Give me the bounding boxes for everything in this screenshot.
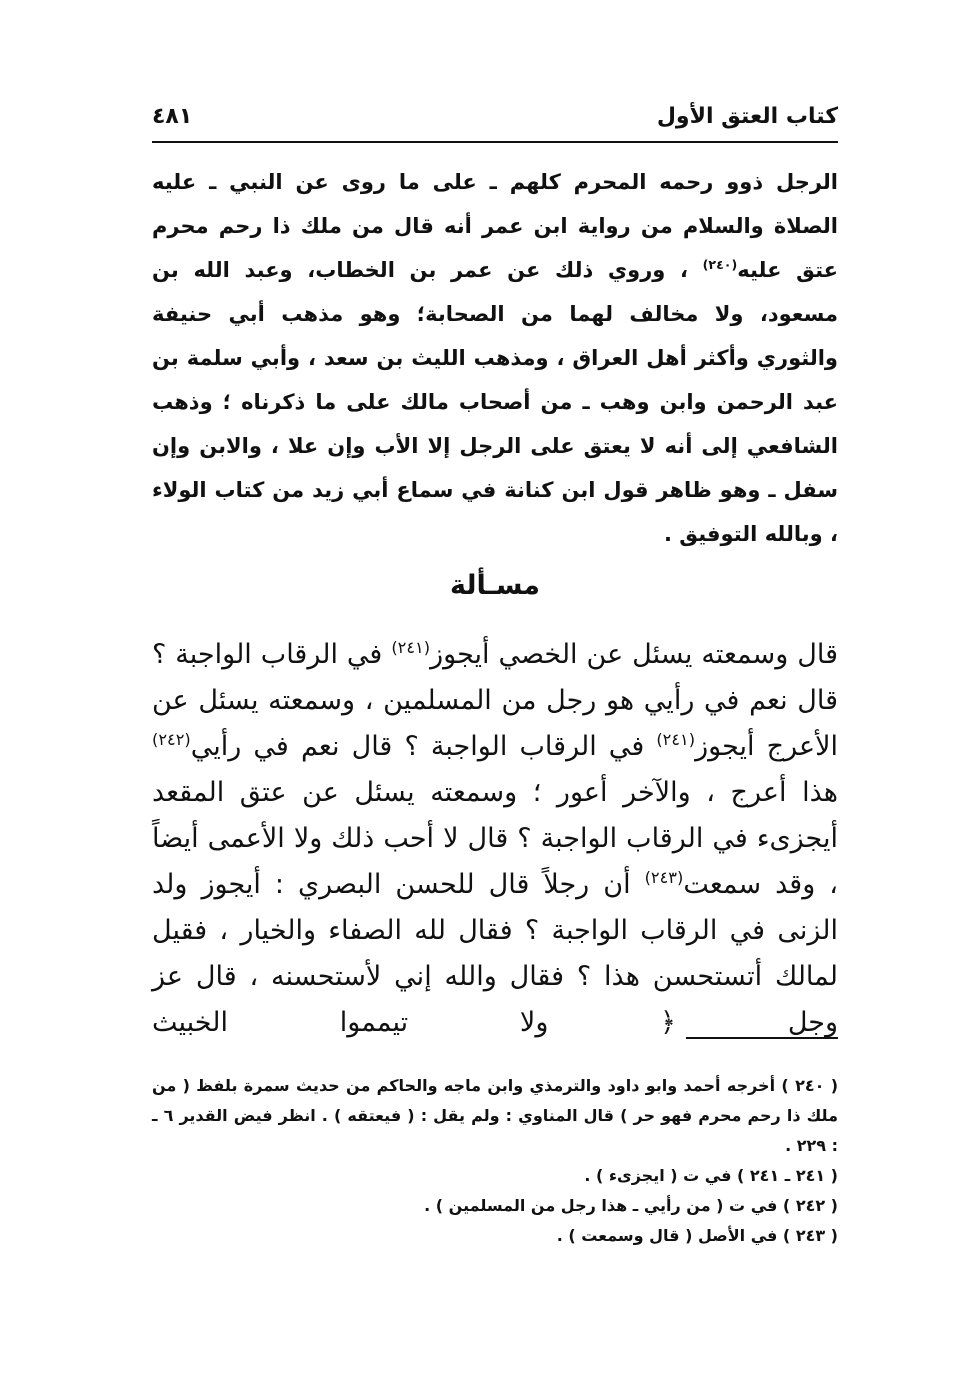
footnote-ref-243: (٢٤٣) (644, 868, 684, 887)
footnote-ref-242: (٢٤٢) (152, 730, 191, 749)
footnote-divider (686, 1037, 838, 1039)
footnote-243: ( ٢٤٣ ) في الأصل ( قال وسمعت ) . (556, 1226, 838, 1245)
section-heading: مسـألة (449, 570, 541, 601)
footnote-ref-240: (٢٤٠) (702, 257, 738, 272)
paragraph-intro-text-a: الرجل ذوو رحمه المحرم كلهم ـ على ما روى عن النبي ـ عليه الصلاة والسلام من رواية ابن عمر أنه قال من ملك ذا رحم محرم عتق عليه (152, 170, 838, 282)
masala-text-e: أن رجلاً قال للحسن البصري : أيجوز ولد الزنى في الرقاب الواجبة ؟ فقال لله الصفاء والخيار ، فقيل لمالك أتستحسن هذا ؟ فقال والله إني لأستحسنه ، قال عز وجل ﴿ ولا تيمموا الخبيث (152, 869, 838, 1038)
masala-text-b: في الرقاب الواجبة ؟ قال نعم في رأيي هو رجل من المسلمين ، وسمعته يسئل عن الأعرج أيجوز (152, 639, 838, 762)
paragraph-masala (152, 632, 838, 1046)
chapter-title: كتاب العتق الأول (656, 103, 838, 129)
header-divider (152, 141, 838, 143)
page-number: ٤٨١ (152, 103, 193, 129)
footnote-241: ( ٢٤١ ـ ٢٤١ ) في ت ( ايجزىء ) . (584, 1166, 838, 1185)
running-header (152, 98, 838, 134)
masala-text-a: قال وسمعته يسئل عن الخصي أيجوز (430, 639, 838, 670)
footnote-ref-241b: (٢٤١) (656, 730, 696, 749)
paragraph-intro (152, 160, 838, 556)
paragraph-intro-text-b: ، وروي ذلك عن عمر بن الخطاب، وعبد الله بن مسعود، ولا مخالف لهما من الصحابة؛ وهو مذهب أبي حنيفة والثوري وأكثر أهل العراق ، ومذهب الليث بن سعد ، وأبي سلمة بن عبد الرحمن وابن وهب ـ من أصحاب مالك على ما ذكرناه ؛ وذهب الشافعي إلى أنه لا يعتق على الرجل إلا الأب وإن علا ، والابن وإن سفل ـ وهو ظاهر قول ابن كنانة في سماع أبي زيد من كتاب الولاء ، وبالله التوفيق . (152, 258, 838, 546)
footnotes (152, 1071, 838, 1251)
masala-text-c: في الرقاب الواجبة ؟ قال نعم في رأيي (190, 731, 657, 762)
footnote-242: ( ٢٤٢ ) في ت ( من رأيي ـ هذا رجل من المسلمين ) . (424, 1196, 838, 1215)
masala-text-d: هذا أعرج ، والآخر أعور ؛ وسمعته يسئل عن عتق المقعد أيجزىء في الرقاب الواجبة ؟ قال لا أحب ذلك ولا الأعمى أيضاً ، وقد سمعت (152, 777, 838, 900)
footnote-240: ( ٢٤٠ ) أخرجه أحمد وابو داود والترمذي وابن ماجه والحاكم من حديث سمرة بلفظ ( من ملك ذا رحم محرم فهو حر ) قال المناوي : ولم يقل : ( فيعتقه ) . انظر فيض القدير ٦ ـ : ٢٢٩ . (152, 1076, 839, 1155)
footnote-ref-241a: (٢٤١) (391, 638, 431, 657)
